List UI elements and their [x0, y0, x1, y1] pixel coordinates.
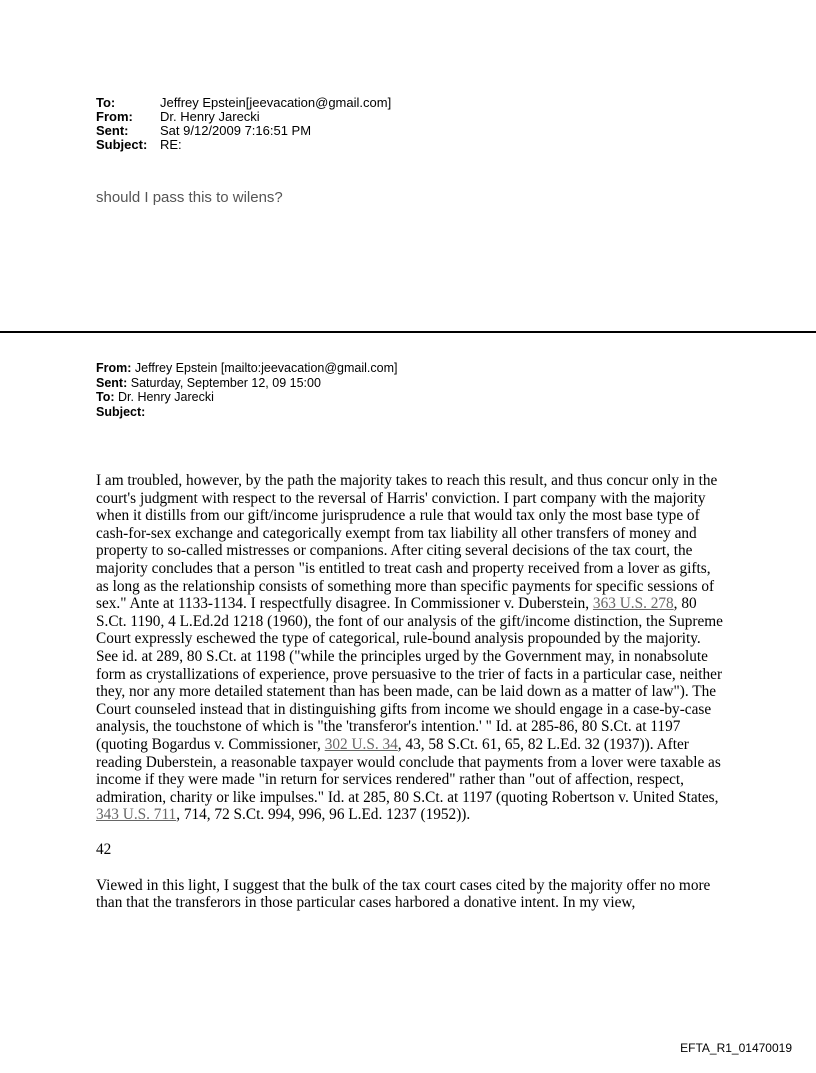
orig-from-value: Jeffrey Epstein [mailto:jeevacation@gmail.com]: [134, 361, 398, 375]
body-paragraph-2: Viewed in this light, I suggest that the bulk of the tax court cases cited by the majority offer no more than that the transferors in those particular cases harbored a donative intent. In my view,: [96, 876, 711, 912]
orig-sent-value: Saturday, September 12, 09 15:00: [130, 375, 321, 390]
to-label: To:: [96, 95, 116, 110]
sent-row: [96, 124, 391, 138]
orig-sent-row: [96, 376, 397, 391]
to-row: [96, 96, 391, 110]
email-header: [96, 96, 391, 152]
p1-part-c: , 43, 58 S.Ct. 61, 65, 82 L.Ed. 32 (1937)). After reading Duberstein, a reasonable taxpayer would conclude that payments from a lover were taxable as income if they were made "in return for services rendered" rather than "out of affection, respect, admiration, charity or like impulses." Id. at 285, 80 S.Ct. at 1197 (quoting Robertson v. United States,: [96, 735, 721, 806]
reply-text: should I pass this to wilens?: [96, 189, 283, 206]
citation-link-343[interactable]: 343 U.S. 711: [96, 806, 177, 824]
page-number: 42: [96, 841, 112, 859]
citation-link-302[interactable]: 302 U.S. 34: [324, 735, 398, 753]
p1-part-a: I am troubled, however, by the path the majority takes to reach this result, and thus concur only in the court's judgment with respect to the reversal of Harris' conviction. I part company with the majority when it distills from our gift/income jurisprudence a rule that would tax only the most base type of cash-for-sex exchange and categorically exempt from tax liability all other transfers of money and property to so-called mistresses or companions. After citing several decisions of the tax court, the majority concludes that a person "is entitled to treat cash and property received from a lover as gifts, as long as the relationship consists of something more than specific payments for specific sessions of sex." Ante at 1133-1134. I respectfully disagree. In Commissioner v. Duberstein,: [96, 472, 718, 613]
orig-sent-label: Sent:: [96, 375, 128, 390]
divider: [0, 331, 816, 333]
orig-to-label: To:: [96, 390, 115, 404]
body-paragraph-1: [96, 472, 726, 824]
message-body: [96, 472, 726, 929]
subject-value: RE:: [160, 137, 182, 152]
orig-subject-label: Subject:: [96, 404, 146, 419]
orig-to-value: Dr. Henry Jarecki: [118, 390, 214, 404]
to-value: Jeffrey Epstein[jeevacation@gmail.com]: [160, 95, 392, 110]
p1-part-b: , 80 S.Ct. 1190, 4 L.Ed.2d 1218 (1960), the font of our analysis of the gift/income distinction, the Supreme Court expressly eschewed the type of categorical, rule-bound analysis propounded by the majority. See id. at 289, 80 S.Ct. at 1198 ("while the principles urged by the Government may, in nonabsolute form as crystallizations of experience, prove persuasive to the trier of facts in a particular case, neither they, nor any more detailed statement than has been made, can be laid down as a matter of law"). The Court counseled instead that in distinguishing gifts from income we should engage in a case-by-case analysis, the touchstone of which is "the 'transferor's intention.' " Id. at 285-86, 80 S.Ct. at 1197 (quoting Bogardus v. Commissioner,: [96, 595, 723, 753]
subject-label: Subject:: [96, 137, 148, 152]
orig-from-label: From:: [96, 361, 132, 375]
original-header: [96, 361, 397, 419]
orig-to-row: [96, 390, 397, 405]
orig-from-row: [96, 361, 397, 376]
bates-number: EFTA_R1_01470019: [680, 1041, 792, 1055]
citation-link-363[interactable]: 363 U.S. 278: [592, 595, 674, 613]
orig-subject-row: [96, 405, 397, 420]
from-value: Dr. Henry Jarecki: [160, 109, 260, 124]
from-row: [96, 110, 391, 124]
p1-part-d: , 714, 72 S.Ct. 994, 996, 96 L.Ed. 1237 (1952)).: [176, 806, 471, 824]
sent-label: Sent:: [96, 123, 129, 138]
from-label: From:: [96, 109, 133, 124]
sent-value: Sat 9/12/2009 7:16:51 PM: [160, 123, 312, 138]
subject-row: [96, 138, 391, 152]
